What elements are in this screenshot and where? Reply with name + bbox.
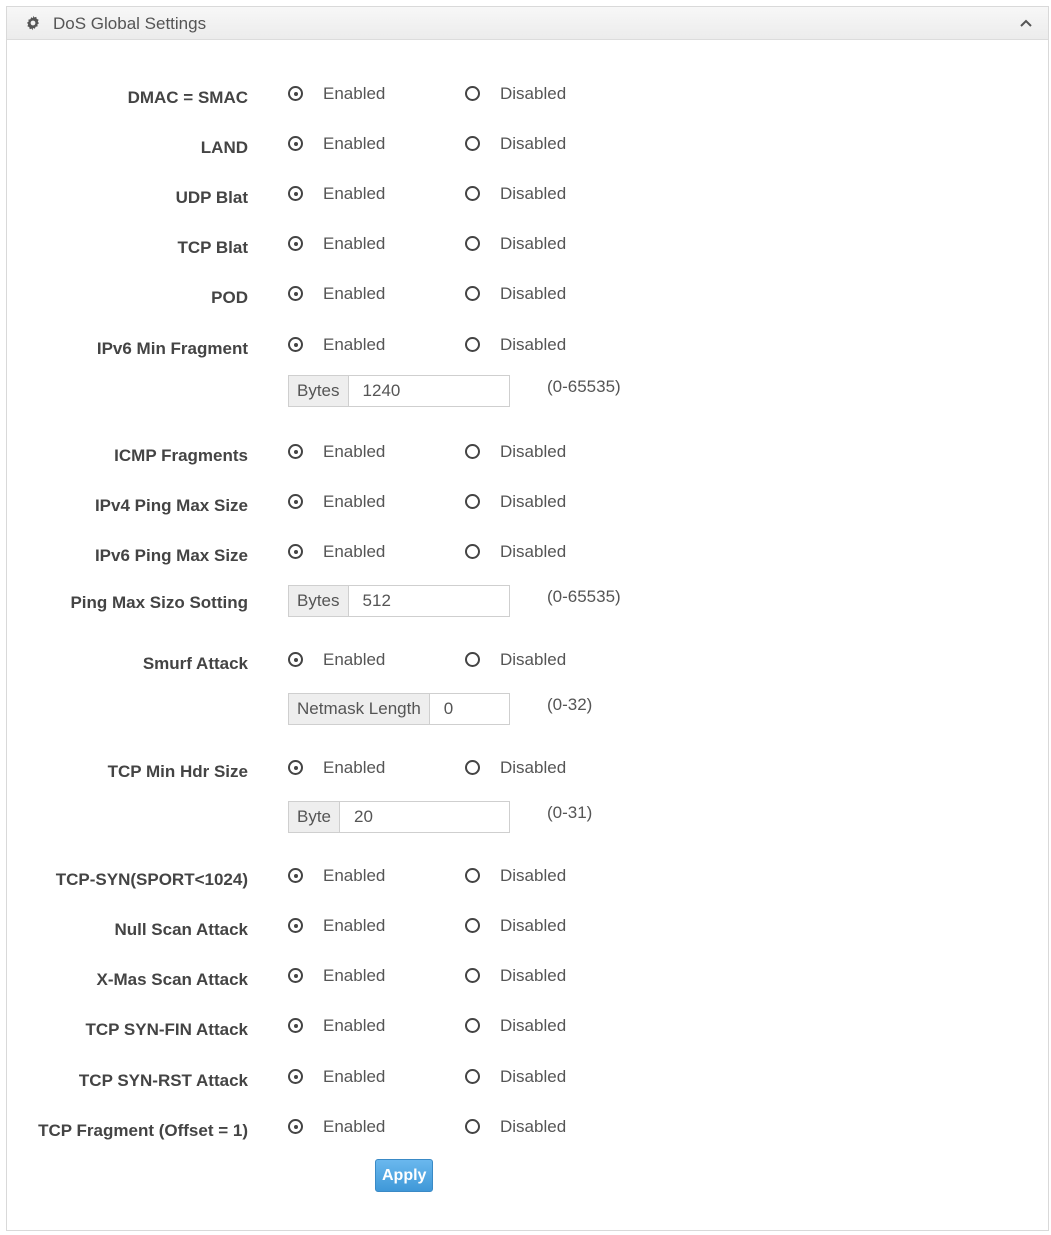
enabled-radio[interactable] [288, 863, 408, 893]
setting-row-ipv6-min-fragment [7, 332, 1048, 362]
radio-checked-icon [288, 236, 303, 251]
setting-row-ipv6-ping-max-size [7, 539, 1048, 569]
setting-row-land [7, 131, 1048, 161]
disabled-label: Disabled [500, 1117, 567, 1136]
radio-dot-icon [294, 550, 298, 554]
disabled-radio[interactable] [465, 81, 595, 111]
disabled-label: Disabled [500, 234, 567, 253]
disabled-radio[interactable] [465, 755, 595, 785]
radio-unchecked-icon [465, 1018, 480, 1033]
enabled-radio[interactable] [288, 489, 408, 519]
setting-row-dmac-smac [7, 81, 1048, 111]
enabled-label: Enabled [323, 758, 386, 777]
disabled-label: Disabled [500, 542, 567, 561]
radio-checked-icon [288, 136, 303, 151]
radio-dot-icon [294, 1075, 298, 1079]
radio-dot-icon [294, 192, 298, 196]
radio-unchecked-icon [465, 968, 480, 983]
ping-max-size-bytes-field[interactable] [288, 585, 510, 617]
disabled-label: Disabled [500, 84, 567, 103]
enabled-label: Enabled [323, 966, 386, 985]
input-value[interactable]: 20 [354, 807, 373, 826]
enabled-radio[interactable] [288, 1064, 408, 1094]
setting-row-pod [7, 281, 1048, 311]
radio-unchecked-icon [465, 136, 480, 151]
radio-checked-icon [288, 652, 303, 667]
disabled-label: Disabled [500, 866, 567, 885]
row-label: TCP-SYN(SPORT<1024) [55, 870, 248, 889]
radio-dot-icon [294, 1024, 298, 1028]
disabled-label: Disabled [500, 284, 567, 303]
disabled-label: Disabled [500, 966, 567, 985]
disabled-label: Disabled [500, 134, 567, 153]
radio-checked-icon [288, 86, 303, 101]
smurf-netmask-length-field[interactable] [288, 693, 510, 725]
radio-unchecked-icon [465, 286, 480, 301]
disabled-label: Disabled [500, 650, 567, 669]
enabled-radio[interactable] [288, 539, 408, 569]
disabled-radio[interactable] [465, 913, 595, 943]
radio-dot-icon [294, 1125, 298, 1129]
range-hint: (0-31) [547, 803, 593, 822]
radio-dot-icon [294, 874, 298, 878]
ipv6-min-fragment-bytes-field[interactable] [288, 375, 510, 407]
enabled-radio[interactable] [288, 1013, 408, 1043]
enabled-label: Enabled [323, 184, 386, 203]
disabled-label: Disabled [500, 758, 567, 777]
radio-checked-icon [288, 544, 303, 559]
setting-row-x-mas-scan-attack [7, 963, 1048, 993]
row-label: DMAC = SMAC [127, 88, 248, 107]
enabled-radio[interactable] [288, 1114, 408, 1144]
radio-dot-icon [294, 500, 298, 504]
gear-icon [25, 15, 41, 31]
range-hint: (0-65535) [547, 587, 621, 606]
enabled-radio[interactable] [288, 281, 408, 311]
disabled-label: Disabled [500, 1067, 567, 1086]
row-label: UDP Blat [175, 188, 248, 207]
enabled-label: Enabled [323, 284, 386, 303]
radio-dot-icon [294, 974, 298, 978]
setting-row-ipv4-ping-max-size [7, 489, 1048, 519]
radio-unchecked-icon [465, 1119, 480, 1134]
disabled-radio[interactable] [465, 1064, 595, 1094]
enabled-label: Enabled [323, 234, 386, 253]
ipv6-min-fragment-bytes-row [7, 375, 1048, 405]
radio-dot-icon [294, 343, 298, 347]
enabled-label: Enabled [323, 542, 386, 561]
enabled-label: Enabled [323, 442, 386, 461]
panel-title: DoS Global Settings [53, 14, 207, 33]
radio-unchecked-icon [465, 760, 480, 775]
range-hint: (0-65535) [547, 377, 621, 396]
row-label: TCP SYN-RST Attack [78, 1071, 248, 1090]
input-value[interactable]: 0 [443, 699, 454, 718]
disabled-radio[interactable] [465, 1013, 595, 1043]
setting-row-tcp-min-hdr-size [7, 755, 1048, 785]
radio-checked-icon [288, 444, 303, 459]
enabled-radio[interactable] [288, 332, 408, 362]
radio-dot-icon [294, 766, 298, 770]
row-label: Ping Max Sizo Sotting [70, 593, 248, 612]
radio-checked-icon [288, 868, 303, 883]
radio-unchecked-icon [465, 86, 480, 101]
disabled-label: Disabled [500, 916, 567, 935]
enabled-label: Enabled [323, 1067, 386, 1086]
setting-row-tcp-syn-fin-attack [7, 1013, 1048, 1043]
enabled-radio[interactable] [288, 913, 408, 943]
disabled-radio[interactable] [465, 1114, 595, 1144]
disabled-label: Disabled [500, 1016, 567, 1035]
row-label: TCP SYN-FIN Attack [85, 1020, 248, 1039]
radio-dot-icon [294, 292, 298, 296]
setting-row-tcp-fragment-offset-1 [7, 1114, 1048, 1144]
input-value[interactable]: 1240 [362, 381, 401, 400]
row-label: TCP Min Hdr Size [107, 762, 248, 781]
row-label: IPv4 Ping Max Size [94, 496, 248, 515]
enabled-label: Enabled [323, 84, 386, 103]
radio-checked-icon [288, 1119, 303, 1134]
radio-unchecked-icon [465, 868, 480, 883]
enabled-label: Enabled [323, 335, 386, 354]
radio-checked-icon [288, 1069, 303, 1084]
row-label: IPv6 Min Fragment [96, 339, 248, 358]
radio-checked-icon [288, 337, 303, 352]
radio-checked-icon [288, 1018, 303, 1033]
disabled-radio[interactable] [465, 863, 595, 893]
radio-unchecked-icon [465, 918, 480, 933]
enabled-label: Enabled [323, 916, 386, 935]
tcp-min-hdr-row [7, 801, 1048, 831]
tcp-min-hdr-byte-field[interactable] [288, 801, 510, 833]
setting-row-tcp-syn-rst-attack [7, 1064, 1048, 1094]
enabled-radio[interactable] [288, 963, 408, 993]
setting-row-smurf-attack [7, 647, 1048, 677]
row-label: X-Mas Scan Attack [96, 970, 248, 989]
input-addon-label: Bytes [289, 586, 349, 616]
enabled-radio[interactable] [288, 181, 408, 211]
radio-checked-icon [288, 186, 303, 201]
disabled-radio[interactable] [465, 181, 595, 211]
enabled-radio[interactable] [288, 647, 408, 677]
row-label: Smurf Attack [142, 654, 248, 673]
radio-checked-icon [288, 494, 303, 509]
enabled-label: Enabled [323, 492, 386, 511]
setting-row-tcp-syn-sport-1024 [7, 863, 1048, 893]
radio-dot-icon [294, 142, 298, 146]
setting-row-udp-blat [7, 181, 1048, 211]
row-label: ICMP Fragments [114, 446, 248, 465]
row-label: LAND [200, 138, 248, 157]
enabled-radio[interactable] [288, 131, 408, 161]
radio-checked-icon [288, 760, 303, 775]
radio-dot-icon [294, 658, 298, 662]
radio-unchecked-icon [465, 186, 480, 201]
radio-checked-icon [288, 968, 303, 983]
input-addon-label: Bytes [289, 376, 349, 406]
radio-dot-icon [294, 450, 298, 454]
input-value[interactable]: 512 [362, 591, 391, 610]
radio-checked-icon [288, 286, 303, 301]
disabled-label: Disabled [500, 184, 567, 203]
disabled-radio[interactable] [465, 281, 595, 311]
row-label: Null Scan Attack [114, 920, 248, 939]
enabled-radio[interactable] [288, 439, 408, 469]
radio-unchecked-icon [465, 494, 480, 509]
enabled-label: Enabled [323, 866, 386, 885]
panel-header [7, 7, 1048, 40]
enabled-label: Enabled [323, 1016, 386, 1035]
radio-dot-icon [294, 242, 298, 246]
radio-unchecked-icon [465, 236, 480, 251]
range-hint: (0-32) [547, 695, 593, 714]
enabled-label: Enabled [323, 134, 386, 153]
row-label: POD [211, 288, 248, 307]
disabled-radio[interactable] [465, 332, 595, 362]
input-addon-label: Byte [289, 802, 340, 832]
disabled-radio[interactable] [465, 647, 595, 677]
row-label: TCP Fragment (Offset = 1) [38, 1121, 248, 1140]
disabled-radio[interactable] [465, 539, 595, 569]
smurf-netmask-row [7, 693, 1048, 723]
apply-button[interactable]: Apply [375, 1159, 433, 1192]
enabled-radio[interactable] [288, 755, 408, 785]
row-label: TCP Blat [177, 238, 248, 257]
setting-row-null-scan-attack [7, 913, 1048, 943]
radio-checked-icon [288, 918, 303, 933]
disabled-label: Disabled [500, 335, 567, 354]
setting-row-icmp-fragments [7, 439, 1048, 469]
disabled-label: Disabled [500, 442, 567, 461]
row-label: IPv6 Ping Max Size [94, 546, 248, 565]
radio-unchecked-icon [465, 652, 480, 667]
ping-max-size-row [7, 585, 1048, 615]
enabled-radio[interactable] [288, 81, 408, 111]
radio-unchecked-icon [465, 444, 480, 459]
disabled-radio[interactable] [465, 231, 595, 261]
disabled-radio[interactable] [465, 489, 595, 519]
radio-unchecked-icon [465, 337, 480, 352]
radio-dot-icon [294, 92, 298, 96]
disabled-label: Disabled [500, 492, 567, 511]
radio-unchecked-icon [465, 1069, 480, 1084]
enabled-radio[interactable] [288, 231, 408, 261]
chevron-up-icon[interactable] [1018, 15, 1034, 31]
disabled-radio[interactable] [465, 439, 595, 469]
disabled-radio[interactable] [465, 131, 595, 161]
radio-unchecked-icon [465, 544, 480, 559]
radio-dot-icon [294, 924, 298, 928]
input-addon-label: Netmask Length [289, 694, 430, 724]
enabled-label: Enabled [323, 1117, 386, 1136]
dos-global-settings-panel [6, 6, 1049, 1231]
disabled-radio[interactable] [465, 963, 595, 993]
setting-row-tcp-blat [7, 231, 1048, 261]
enabled-label: Enabled [323, 650, 386, 669]
